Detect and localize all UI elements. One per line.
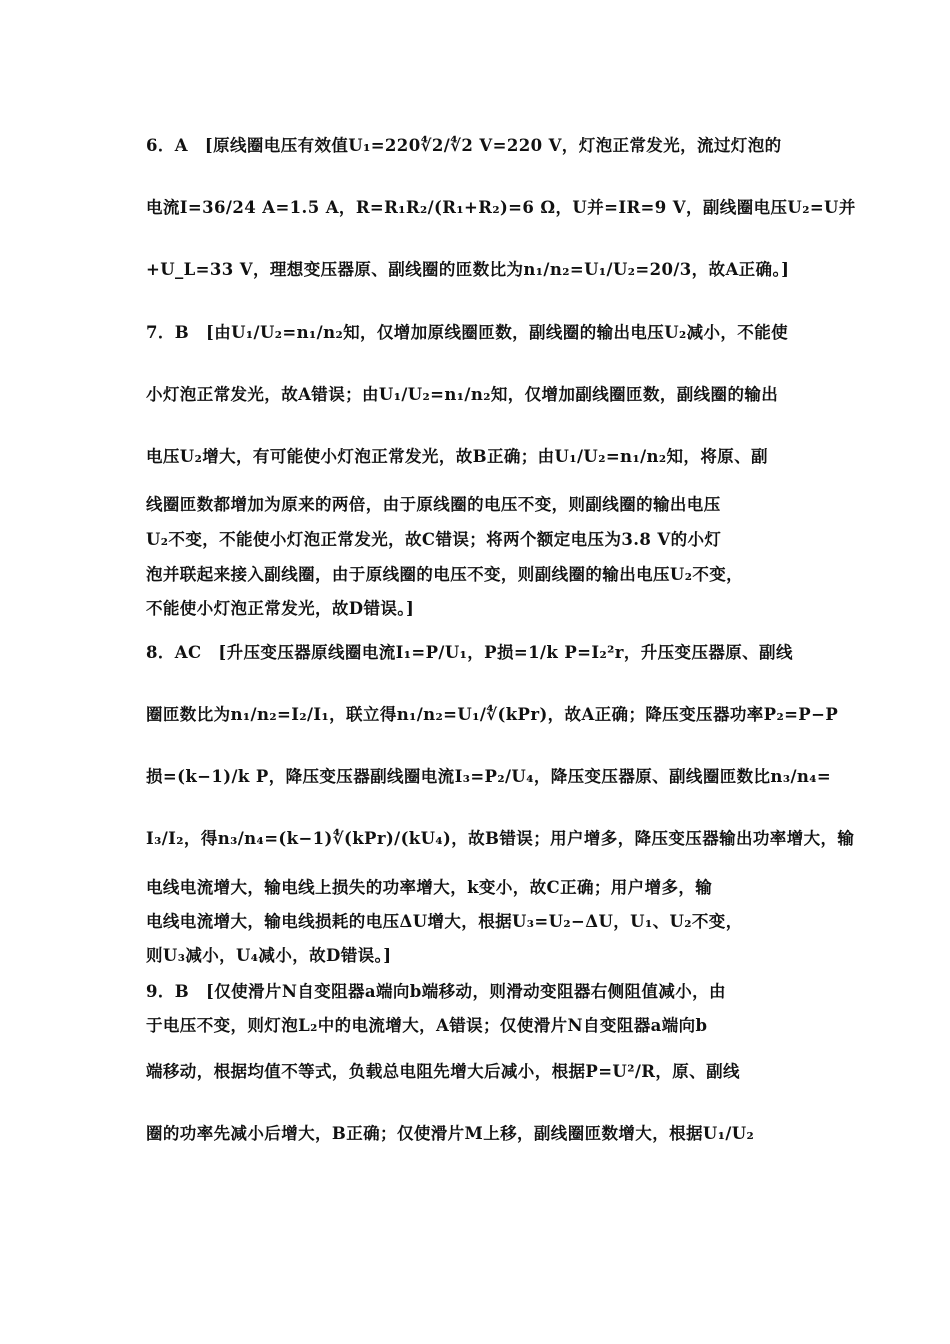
- text-line: 小灯泡正常发光，故A错误；由U₁/U₂=n₁/n₂知，仅增加副线圈匝数，副线圈的输出: [146, 385, 779, 404]
- text-line: 7．B [由U₁/U₂=n₁/n₂知，仅增加原线圈匝数，副线圈的输出电压U₂减小，不能使: [146, 323, 789, 342]
- text-line: 损=(k−1)/k P，降压变压器副线圈电流I₃=P₂/U₄，降压变压器原、副线圈匝数比n₃/n₄=: [146, 767, 832, 786]
- text-line: 8．AC [升压变压器原线圈电流I₁=P/U₁，P损=1/k P=I₂²r，升压变压器原、副线: [146, 643, 793, 662]
- text-line: 6．A [原线圈电压有效值U₁=220∜2/∜2 V=220 V，灯泡正常发光，流过灯泡的: [146, 136, 782, 155]
- text-line: 不能使小灯泡正常发光，故D错误。]: [146, 599, 415, 618]
- text-line: +U_L=33 V，理想变压器原、副线圈的匝数比为n₁/n₂=U₁/U₂=20/3，故A正确。]: [146, 260, 790, 279]
- text-line: 端移动，根据均值不等式，负载总电阻先增大后减小，根据P=U²/R，原、副线: [146, 1062, 740, 1081]
- text-line: I₃/I₂，得n₃/n₄=(k−1)∜(kPr)/(kU₄)，故B错误；用户增多，降压变压器输出功率增大，输: [146, 829, 855, 848]
- text-line: 电压U₂增大，有可能使小灯泡正常发光，故B正确；由U₁/U₂=n₁/n₂知，将原、副: [146, 447, 768, 466]
- text-line: 电线电流增大，输电线损耗的电压ΔU增大，根据U₃=U₂−ΔU，U₁、U₂不变，: [146, 912, 743, 931]
- text-line: 则U₃减小，U₄减小，故D错误。]: [146, 946, 392, 965]
- text-line: 电线电流增大，输电线上损失的功率增大，k变小，故C正确；用户增多，输: [146, 878, 713, 897]
- text-line: 圈匝数比为n₁/n₂=I₂/I₁，联立得n₁/n₂=U₁/∜(kPr)，故A正确；降压变压器功率P₂=P−P: [146, 705, 839, 724]
- text-line: 圈的功率先减小后增大，B正确；仅使滑片M上移，副线圈匝数增大，根据U₁/U₂: [146, 1124, 755, 1143]
- text-line: U₂不变，不能使小灯泡正常发光，故C错误；将两个额定电压为3.8 V的小灯: [146, 530, 722, 549]
- text-line: 于电压不变，则灯泡L₂中的电流增大，A错误；仅使滑片N自变阻器a端向b: [146, 1016, 708, 1035]
- text-line: 线圈匝数都增加为原来的两倍，由于原线圈的电压不变，则副线圈的输出电压: [146, 495, 721, 514]
- text-line: 泡并联起来接入副线圈，由于原线圈的电压不变，则副线圈的输出电压U₂不变，: [146, 565, 744, 584]
- text-line: 电流I=36/24 A=1.5 A，R=R₁R₂/(R₁+R₂)=6 Ω，U并=IR=9 V，副线圈电压U₂=U并: [146, 198, 856, 217]
- text-line: 9．B [仅使滑片N自变阻器a端向b端移动，则滑动变阻器右侧阻值减小，由: [146, 982, 726, 1001]
